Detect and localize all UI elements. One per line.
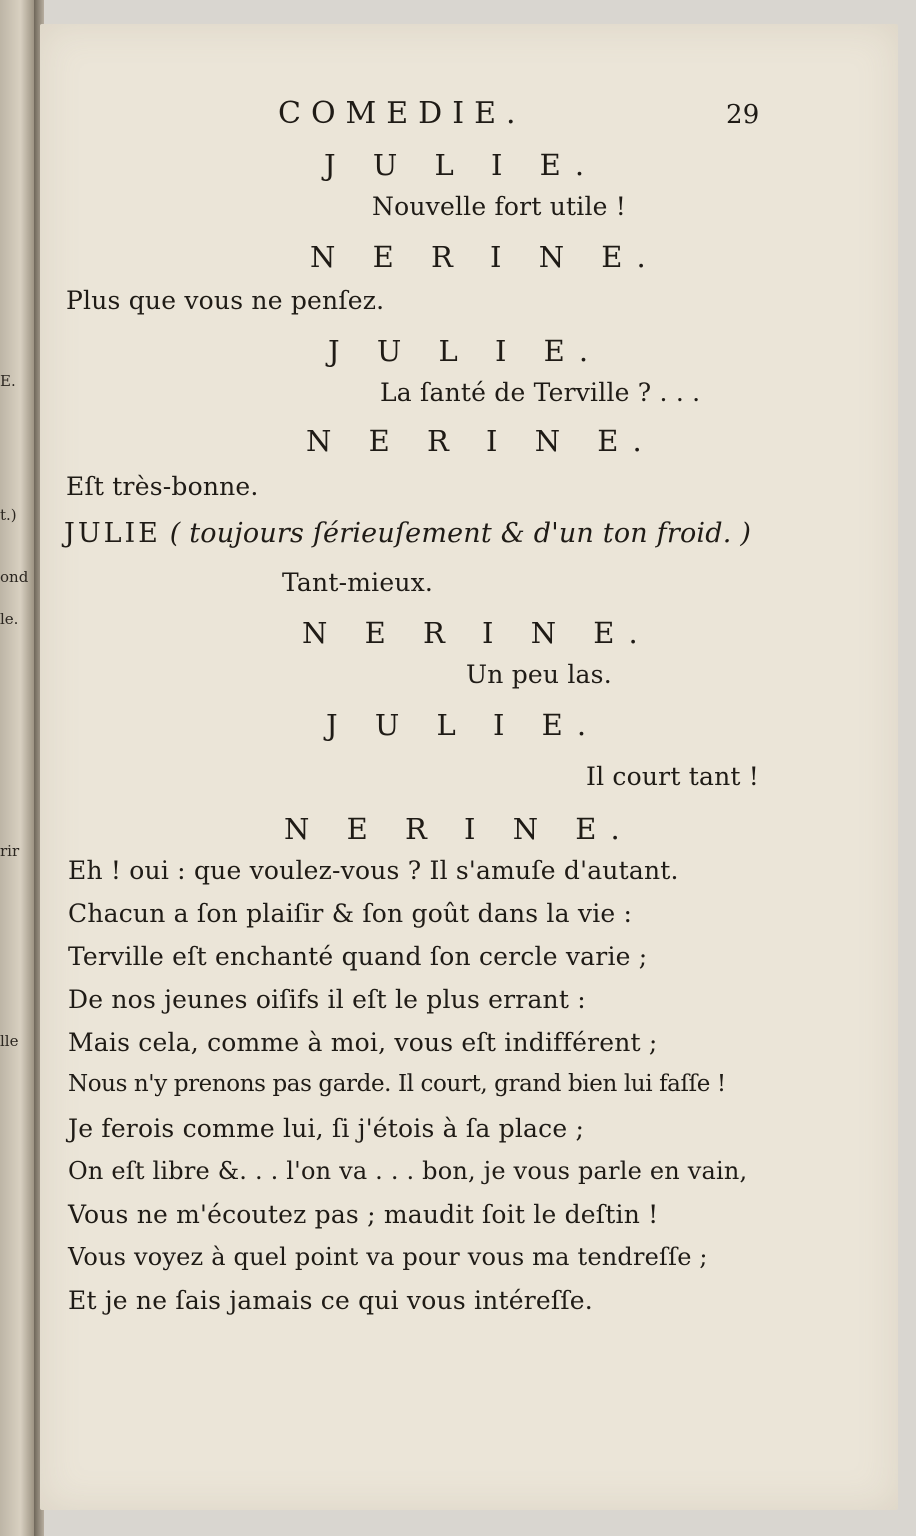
verse-line: Mais cela, comme à moi, vous eſt indifférent ; xyxy=(68,1028,658,1057)
verse-line: Vous voyez à quel point va pour vous ma tendreſſe ; xyxy=(68,1243,708,1271)
speech-line: Nouvelle fort utile ! xyxy=(372,192,627,221)
verse-line: Et je ne ſais jamais ce qui vous intéreſſe. xyxy=(68,1286,593,1315)
speaker-name: N E R I N E. xyxy=(306,424,656,458)
margin-mark: rir xyxy=(0,842,20,860)
speaker-name: N E R I N E. xyxy=(302,616,652,650)
speaker-name: N E R I N E. xyxy=(284,812,634,846)
speech-line: Tant-mieux. xyxy=(282,568,434,597)
speaker-name: JULIE xyxy=(64,518,161,549)
margin-mark: lle xyxy=(0,1032,19,1050)
speaker-name: N E R I N E. xyxy=(310,240,660,274)
speaker-name: J U L I E. xyxy=(328,334,603,368)
verse-line: De nos jeunes oiſifs il eſt le plus errant : xyxy=(68,985,586,1014)
speech-line: Un peu las. xyxy=(466,660,612,689)
previous-page-edge xyxy=(0,0,34,1536)
verse-line: Vous ne m'écoutez pas ; maudit ſoit le deſtin ! xyxy=(68,1200,659,1229)
margin-mark: le. xyxy=(0,610,19,628)
running-title: COMEDIE. xyxy=(278,96,526,131)
speaker-name: J U L I E. xyxy=(324,148,599,182)
margin-mark: t.) xyxy=(0,506,17,524)
verse-line: Terville eſt enchanté quand ſon cercle varie ; xyxy=(68,942,648,971)
verse-line: Nous n'y prenons pas garde. Il court, grand bien lui faſſe ! xyxy=(68,1071,726,1097)
speech-line: La ſanté de Terville ? . . . xyxy=(380,378,701,407)
book-page xyxy=(40,24,898,1510)
verse-line: On eſt libre &. . . l'on va . . . bon, je vous parle en vain, xyxy=(68,1157,748,1185)
stage-direction: ( toujours ſérieuſement & d'un ton froid. ) xyxy=(169,518,752,549)
margin-mark: E. xyxy=(0,372,16,390)
speaker-with-stage-direction xyxy=(64,518,751,549)
speech-line: Eſt très-bonne. xyxy=(66,472,259,501)
verse-line: Eh ! oui : que voulez-vous ? Il s'amuſe d'autant. xyxy=(68,856,679,885)
speaker-name: J U L I E. xyxy=(326,708,601,742)
speech-line: Plus que vous ne penſez. xyxy=(66,286,385,315)
page-number: 29 xyxy=(726,100,760,130)
margin-mark: ond xyxy=(0,568,29,586)
verse-line: Je ferois comme lui, ſi j'étois à ſa place ; xyxy=(68,1114,585,1143)
speech-line: Il court tant ! xyxy=(586,762,760,791)
verse-line: Chacun a ſon plaiſir & ſon goût dans la vie : xyxy=(68,899,633,928)
